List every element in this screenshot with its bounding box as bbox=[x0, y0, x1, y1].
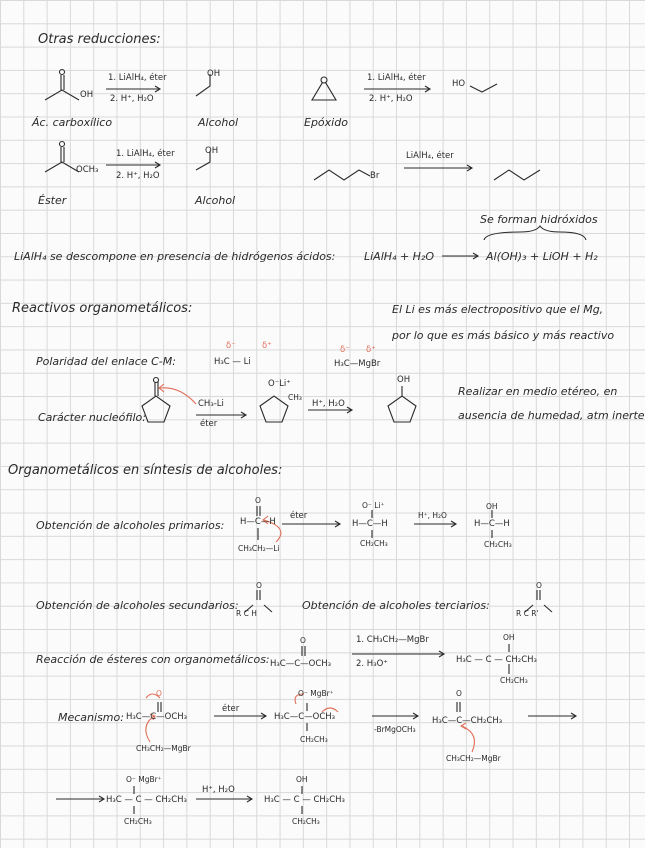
reagent-ch3li: CH₃-Li bbox=[198, 399, 224, 409]
attack-arrow-4 bbox=[462, 726, 474, 752]
decomposition-text: LiAlH₄ se descompone en presencia de hidrógenos ácidos: bbox=[14, 250, 336, 263]
product-mid: H—C—H bbox=[474, 519, 510, 529]
intermediate-bot: CH₂CH₃ bbox=[360, 539, 388, 548]
butane-product bbox=[494, 170, 540, 180]
intermediate-top: O⁻ Li⁺ bbox=[362, 501, 385, 510]
etli: CH₃CH₂—Li bbox=[238, 544, 280, 553]
li-note-line1: El Li es más electropositivo que el Mg, bbox=[392, 303, 604, 316]
ester-o: O bbox=[300, 636, 306, 645]
alcohol2-oh: OH bbox=[205, 146, 219, 156]
product-bot: CH₂CH₃ bbox=[484, 540, 512, 549]
intermediate-mid: H—C—H bbox=[352, 519, 388, 529]
ester-product: H₃C — C — CH₂CH₃ bbox=[456, 655, 537, 665]
secondary-label: Obtención de alcoholes secundarios: bbox=[36, 599, 239, 612]
epoxide-step2: 2. H⁺, H₂O bbox=[369, 94, 413, 104]
ether-label-1: éter bbox=[290, 511, 308, 521]
polarity-label: Polaridad del enlace C-M: bbox=[36, 355, 176, 368]
mech-tetra-top: O⁻ MgBr⁺ bbox=[298, 689, 334, 698]
cyclopentanol-ring bbox=[388, 396, 416, 422]
mech-tetra-bot: CH₂CH₃ bbox=[300, 735, 328, 744]
alkoxide-label: O⁻Li⁺ bbox=[268, 379, 291, 389]
decomposition-products: Al(OH)₃ + LiOH + H₂ bbox=[486, 250, 598, 263]
step1-label: 1. LiAlH₄, éter bbox=[108, 73, 167, 83]
li-note-line2: por lo que es más básico y más reactivo bbox=[392, 329, 615, 342]
hydroxides-note: Se forman hidróxidos bbox=[480, 213, 598, 226]
mech-final-top: OH bbox=[296, 775, 308, 784]
mech-ketone: H₃C—C—CH₂CH₃ bbox=[432, 716, 503, 726]
epoxide-step1: 1. LiAlH₄, éter bbox=[367, 73, 426, 83]
product-top: OH bbox=[486, 502, 498, 511]
acid-skeleton bbox=[45, 90, 79, 100]
alcohol-label: Alcohol bbox=[198, 116, 239, 129]
mech-final: H₃C — C — CH₂CH₃ bbox=[264, 795, 345, 805]
section-title-synthesis: Organometálicos en síntesis de alcoholes: bbox=[8, 463, 283, 478]
mech-grignard: CH₃CH₂—MgBr bbox=[136, 744, 191, 753]
acid-oh: OH bbox=[80, 90, 94, 100]
mech-final-bot: CH₂CH₃ bbox=[292, 817, 320, 826]
bromide-br: Br bbox=[370, 171, 380, 181]
delta-minus-1: δ⁻ bbox=[226, 341, 236, 351]
mech-tetra: H₃C—C—OCH₃ bbox=[274, 712, 336, 722]
formaldehyde-o: O bbox=[255, 496, 261, 505]
decomposition-reactants: LiAlH₄ + H₂O bbox=[364, 250, 434, 263]
mech-alkoxide-bot: CH₂CH₃ bbox=[124, 817, 152, 826]
delta-plus-2: δ⁺ bbox=[366, 345, 376, 355]
reagent-ether: éter bbox=[200, 419, 218, 429]
mech-alkoxide: H₃C — C — CH₂CH₃ bbox=[106, 795, 187, 805]
ester-step2: 2. H⁺, H₂O bbox=[116, 171, 160, 181]
mech-ether: éter bbox=[222, 704, 240, 714]
cyclopentanone-ring bbox=[142, 396, 170, 422]
ester-skeleton bbox=[45, 162, 79, 172]
mechanism-label: Mecanismo: bbox=[58, 711, 124, 724]
mech-grignard-2: CH₃CH₂—MgBr bbox=[446, 754, 501, 763]
aldehyde: R C H bbox=[236, 609, 257, 618]
mech-ester: H₃C—C—OCH₃ bbox=[126, 712, 188, 722]
tertiary-label: Obtención de alcoholes terciarios: bbox=[302, 599, 490, 612]
delta-minus-2: δ⁻ bbox=[340, 345, 350, 355]
cyclopentanol-oh: OH bbox=[397, 375, 411, 385]
formaldehyde: H—C—H bbox=[240, 517, 276, 527]
ester-step2-label: 2. H₃O⁺ bbox=[356, 659, 388, 669]
mech-ester-o: O bbox=[156, 689, 162, 698]
ch3li-bond: H₃C — Li bbox=[214, 357, 251, 367]
bromide-chain bbox=[314, 170, 370, 180]
alkoxide-ring bbox=[260, 396, 288, 422]
epoxide-ring bbox=[312, 80, 336, 100]
delta-plus-1: δ⁺ bbox=[262, 341, 272, 351]
products-brace bbox=[484, 226, 586, 240]
alcohol-oh: OH bbox=[207, 69, 221, 79]
epoxide-label: Epóxido bbox=[304, 116, 348, 129]
aldehyde-o: O bbox=[256, 581, 262, 590]
ester-reactant: H₃C—C—OCH₃ bbox=[270, 659, 332, 669]
warning-line2: ausencia de humedad, atm inerte bbox=[458, 409, 645, 422]
ester-product-bot: CH₂CH₃ bbox=[500, 676, 528, 685]
ester-product-oh: OH bbox=[503, 633, 515, 642]
mech-elimination: -BrMgOCH₃ bbox=[374, 725, 416, 734]
primary-label: Obtención de alcoholes primarios: bbox=[36, 519, 225, 532]
warning-line1: Realizar en medio etéreo, en bbox=[458, 385, 618, 398]
mech-workup: H⁺, H₂O bbox=[202, 785, 235, 795]
step2-label: 2. H⁺, H₂O bbox=[110, 94, 154, 104]
ketone-o: O bbox=[536, 581, 542, 590]
ester-label: Éster bbox=[38, 194, 67, 207]
ester-step1-label: 1. CH₃CH₂—MgBr bbox=[356, 635, 429, 645]
epoxide-product-ho: HO bbox=[452, 79, 466, 89]
mech-ketone-o: O bbox=[456, 689, 462, 698]
lialh4-ether: LiAlH₄, éter bbox=[406, 151, 454, 161]
section-title-organometallic: Reactivos organometálicos: bbox=[12, 301, 193, 316]
epoxide-product bbox=[470, 84, 497, 92]
section-title-reductions: Otras reducciones: bbox=[38, 32, 161, 47]
mech-alkoxide-top: O⁻ MgBr⁺ bbox=[126, 775, 162, 784]
ch3mgbr-bond: H₃C—MgBr bbox=[334, 359, 381, 369]
ester-och3: OCH₃ bbox=[76, 165, 99, 175]
ester-step1: 1. LiAlH₄, éter bbox=[116, 149, 175, 159]
nucleophile-label: Carácter nucleófilo: bbox=[38, 411, 146, 424]
acid-label: Ác. carboxílico bbox=[32, 116, 113, 129]
workup-label-1: H⁺, H₂O bbox=[312, 399, 345, 409]
ketone: R C R' bbox=[516, 609, 539, 618]
alcohol2-label: Alcohol bbox=[195, 194, 236, 207]
attack-arrow-1 bbox=[160, 388, 196, 404]
workup-label-2: H⁺, H₂O bbox=[418, 511, 447, 520]
esters-label: Reacción de ésteres con organometálicos: bbox=[36, 653, 270, 666]
alkoxide-ch3: CH₃ bbox=[288, 393, 302, 402]
